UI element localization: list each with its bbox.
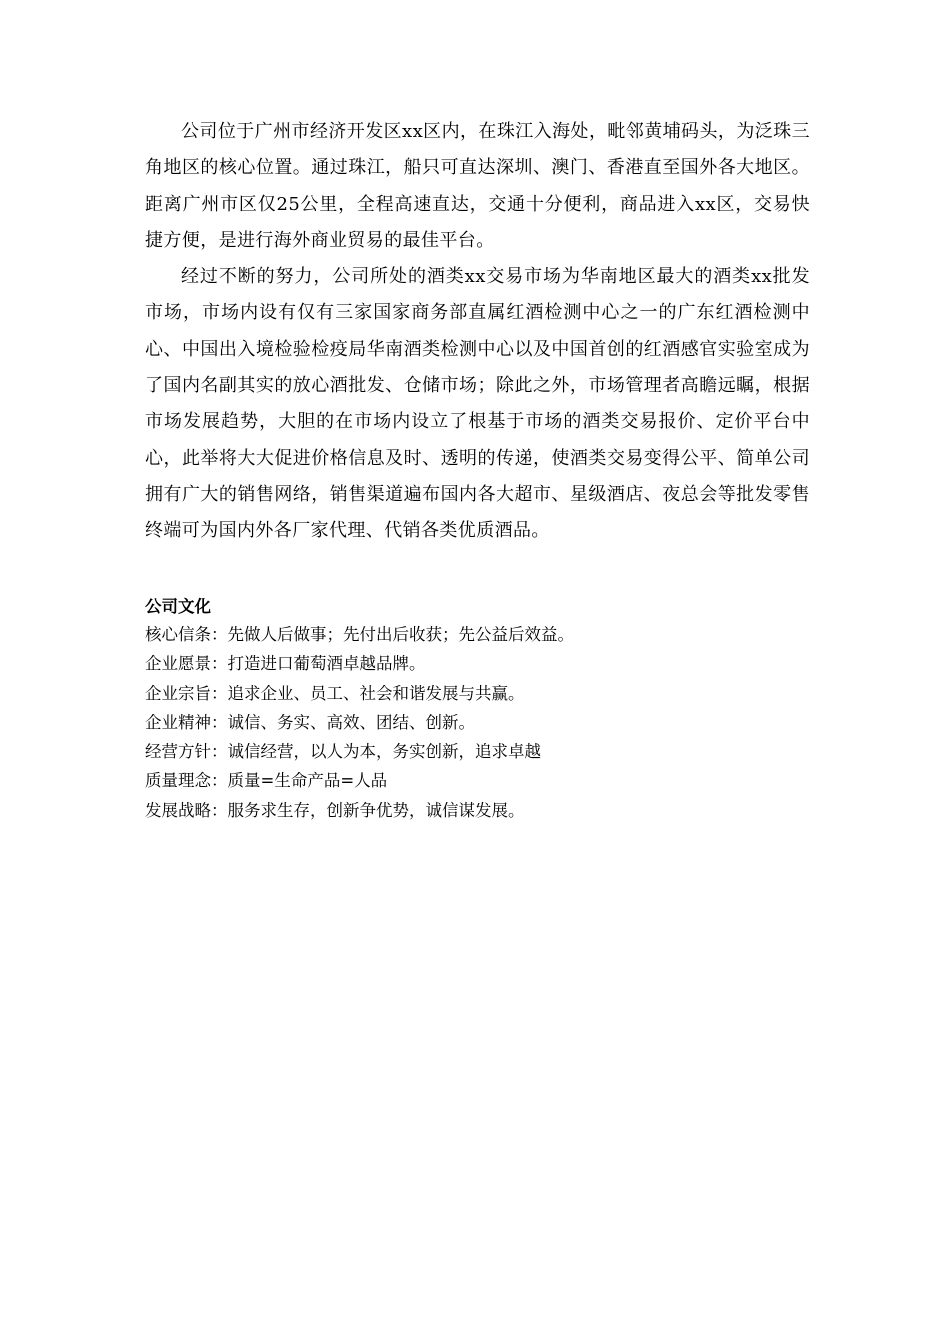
culture-item-spirit: 企业精神：诚信、务实、高效、团结、创新。 bbox=[145, 712, 475, 732]
paragraph-location: 公司位于广州市经济开发区xx区内，在珠江入海处，毗邻黄埔码头，为泛珠三角地区的核心位置。通过珠江，船只可直达深圳、澳门、香港直至国外各大地区。距离广州市区仅25公里，全程高速直达，交通十分便利，商品进入xx区，交易快捷方便，是进行海外商业贸易的最佳平台。 bbox=[145, 121, 810, 251]
culture-item-vision: 企业愿景：打造进口葡萄酒卓越品牌。 bbox=[145, 654, 426, 674]
company-culture-section bbox=[145, 593, 810, 825]
culture-item-quality: 质量理念：质量=生命产品=人品 bbox=[145, 771, 388, 791]
culture-list bbox=[145, 620, 810, 825]
paragraph-market: 经过不断的努力，公司所处的酒类xx交易市场为华南地区最大的酒类xx批发市场，市场内设有仅有三家国家商务部直属红酒检测中心之一的广东红酒检测中心、中国出入境检验检疫局华南酒类检测中心以及中国首创的红酒感官实验室成为了国内名副其实的放心酒批发、仓储市场；除此之外，市场管理者高瞻远瞩，根据市场发展趋势，大胆的在市场内设立了根基于市场的酒类交易报价、定价平台中心，此举将大大促进价格信息及时、透明的传递，使酒类交易变得公平、简单公司拥有广大的销售网络，销售渠道遍布国内各大超市、星级酒店、夜总会等批发零售终端可为国内外各厂家代理、代销各类优质酒品。 bbox=[145, 266, 810, 542]
culture-item-purpose: 企业宗旨：追求企业、员工、社会和谐发展与共赢。 bbox=[145, 683, 525, 703]
section-title: 公司文化 bbox=[145, 597, 211, 616]
body-text bbox=[145, 114, 810, 550]
culture-item-strategy: 发展战略：服务求生存，创新争优势，诚信谋发展。 bbox=[145, 800, 525, 820]
culture-item-core-belief: 核心信条：先做人后做事；先付出后收获；先公益后效益。 bbox=[145, 625, 574, 644]
culture-item-policy: 经营方针：诚信经营，以人为本，务实创新，追求卓越 bbox=[145, 742, 541, 762]
